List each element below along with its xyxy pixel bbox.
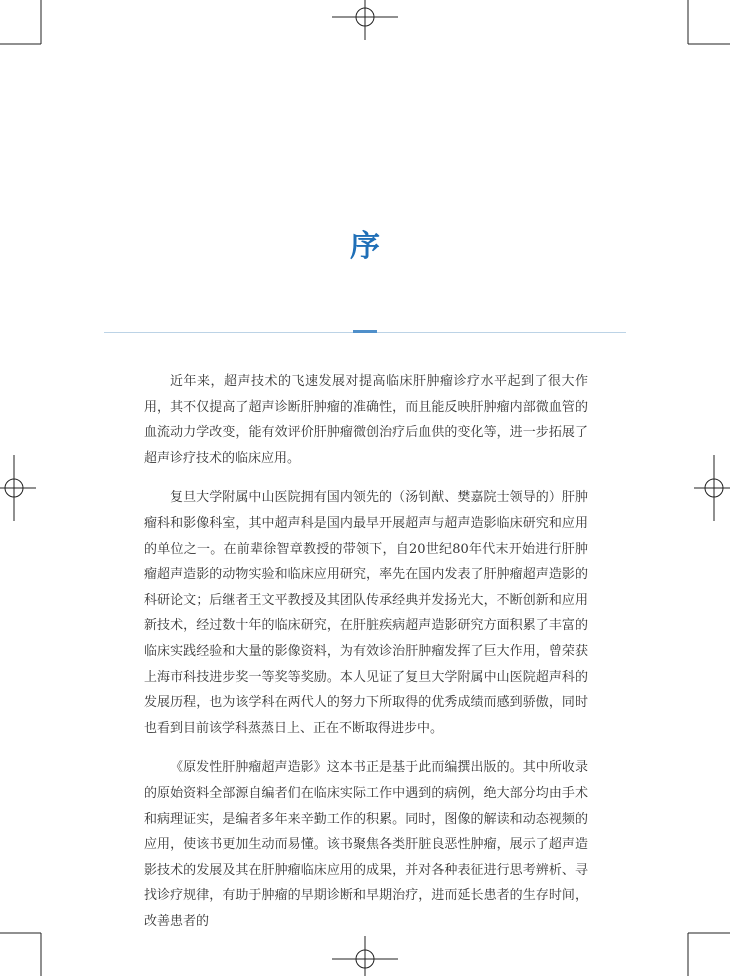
preface-body xyxy=(144,369,588,948)
registration-mark-right xyxy=(694,455,730,521)
paragraph: 《原发性肝肿瘤超声造影》这本书正是基于此而编撰出版的。其中所收录的原始资料全部源自编者们在临床实际工作中遇到的病例，绝大部分均由手术和病理证实，是编者多年来辛勤工作的积累。同时，图像的解读和动态视频的应用，使该书更加生动而易懂。该书聚焦各类肝脏良恶性肿瘤，展示了超声造影技术的发展及其在肝肿瘤临床应用的成果，并对各种表征进行思考辨析、寻找诊疗规律，有助于肿瘤的早期诊断和早期治疗，进而延长患者的生存时间，改善患者的 xyxy=(144,760,588,929)
title-divider-accent xyxy=(353,330,377,333)
registration-mark-top xyxy=(332,0,398,40)
paragraph: 近年来，超声技术的飞速发展对提高临床肝肿瘤诊疗水平起到了很大作用，其不仅提高了超声诊断肝肿瘤的准确性，而且能反映肝肿瘤内部微血管的血流动力学改变，能有效评价肝肿瘤微创治疗后血供的变化等，进一步拓展了超声诊疗技术的临床应用。 xyxy=(144,374,588,466)
registration-mark-left xyxy=(0,455,36,521)
page-title: 序 xyxy=(350,229,380,265)
paragraph: 复旦大学附属中山医院拥有国内领先的（汤钊猷、樊嘉院士领导的）肝肿瘤科和影像科室，其中超声科是国内最早开展超声与超声造影临床研究和应用的单位之一。在前辈徐智章教授的带领下，自20世纪80年代末开始进行肝肿瘤超声造影的动物实验和临床应用研究，率先在国内发表了肝肿瘤超声造影的科研论文；后继者王文平教授及其团队传承经典并发扬光大，不断创新和应用新技术，经过数十年的临床研究，在肝脏疾病超声造影研究方面积累了丰富的临床实践经验和大量的影像资料，为有效诊治肝肿瘤发挥了巨大作用，曾荣获上海市科技进步奖一等奖等奖励。本人见证了复旦大学附属中山医院超声科的发展历程，也为该学科在两代人的努力下所取得的优秀成绩而感到骄傲，同时也看到目前该学科蒸蒸日上、正在不断取得进步中。 xyxy=(144,490,588,736)
